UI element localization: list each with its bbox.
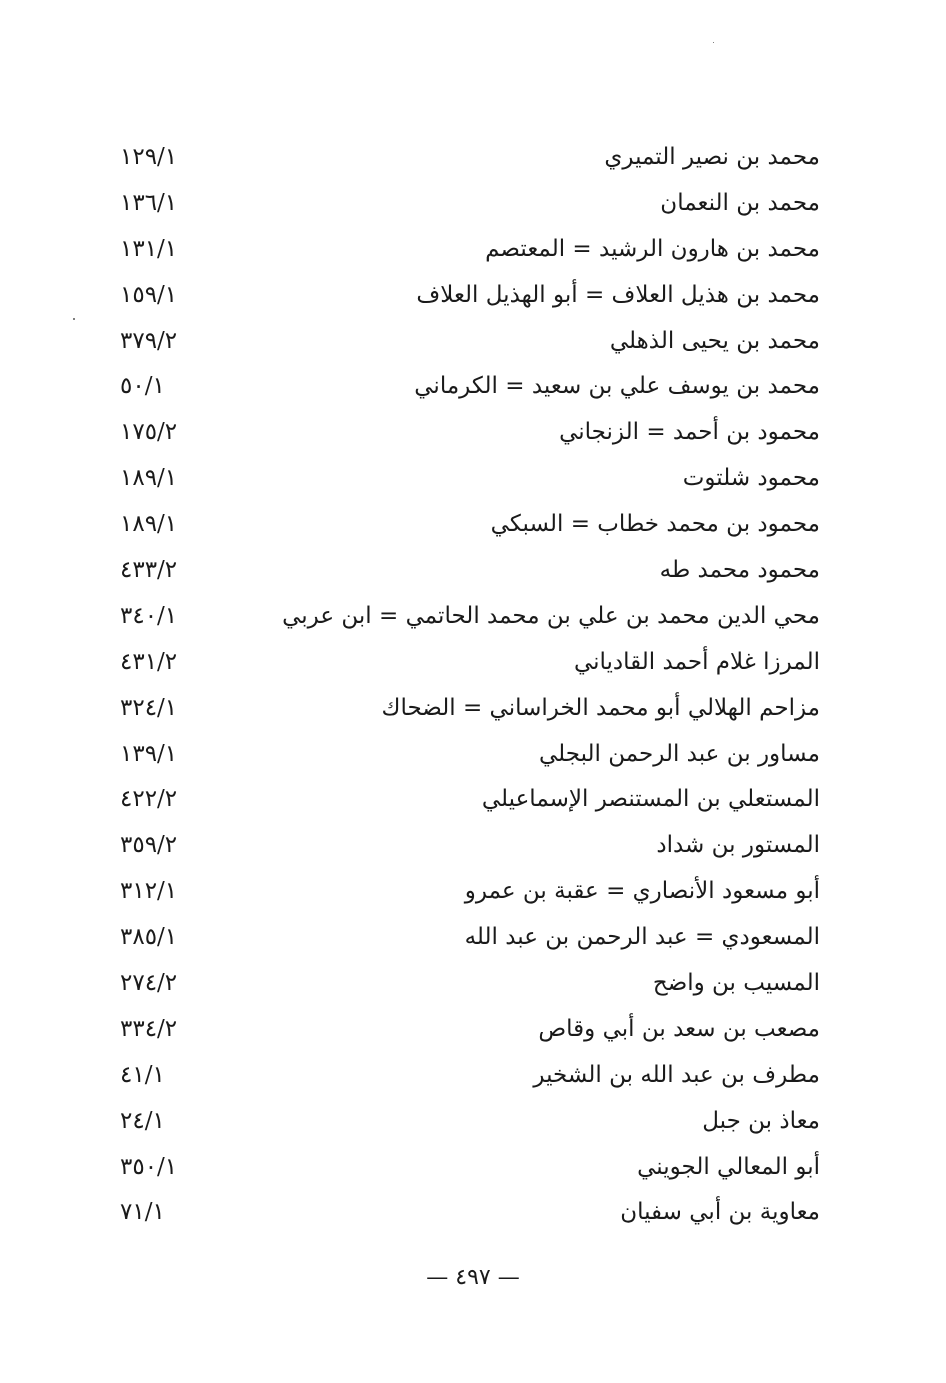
- entry-page-reference: ١٧٥/٢: [120, 419, 178, 446]
- entry-name: محي الدين محمد بن علي بن محمد الحاتمي = ابن عربي: [282, 602, 820, 629]
- entry-name: محمود شلتوت: [682, 465, 820, 492]
- index-entry: [120, 318, 820, 364]
- entry-page-reference: ٣٥٠/١: [120, 1153, 178, 1180]
- index-entry: [120, 180, 820, 226]
- entry-page-reference: ١٢٩/١: [120, 144, 178, 170]
- entry-page-reference: ٣٨٥/١: [120, 924, 178, 951]
- entry-page-reference: ٣٧٩/٢: [120, 327, 178, 354]
- page-number: — ٤٩٧ —: [426, 1265, 520, 1290]
- index-entry: [120, 134, 820, 180]
- entry-name: محمد بن يوسف علي بن سعيد = الكرماني: [414, 373, 820, 400]
- index-entry: [120, 1052, 820, 1098]
- index-entry: [120, 272, 820, 318]
- entry-page-reference: ١٥٩/١: [120, 281, 178, 308]
- entry-page-reference: ١٨٩/١: [120, 511, 178, 538]
- index-entry: [120, 868, 820, 914]
- entry-name: مطرف بن عبد الله بن الشخير: [533, 1061, 820, 1088]
- entry-name: محمود بن محمد خطاب = السبكي: [490, 511, 820, 538]
- entry-page-reference: ٣٣٤/٢: [120, 1015, 178, 1042]
- entry-page-reference: ٣٥٩/٢: [120, 832, 178, 859]
- entry-name: مصعب بن سعد بن أبي وقاص: [538, 1015, 820, 1042]
- index-entry: [120, 822, 820, 868]
- entry-name: المسعودي = عبد الرحمن بن عبد الله: [464, 924, 820, 951]
- entry-name: المسيب بن واضح: [652, 970, 820, 997]
- entry-name: المستعلي بن المستنصر الإسماعيلي: [481, 786, 820, 813]
- index-entry: [120, 685, 820, 731]
- entry-name: المرزا غلام أحمد القادياني: [573, 648, 820, 675]
- entry-name: معاوية بن أبي سفيان: [620, 1199, 820, 1226]
- entry-name: محمد بن يحيى الذهلي: [609, 327, 820, 354]
- entry-page-reference: ١٣٩/١: [120, 740, 178, 767]
- entry-page-reference: ٤١/١: [120, 1061, 165, 1088]
- index-entry: [120, 731, 820, 777]
- entry-page-reference: ٢٤/١: [120, 1107, 165, 1134]
- index-entry: [120, 363, 820, 409]
- index-entry: [120, 501, 820, 547]
- entry-page-reference: ٤٢٢/٢: [120, 786, 178, 813]
- index-entry: [120, 455, 820, 501]
- entry-page-reference: ١٣١/١: [120, 235, 178, 262]
- index-entry: [120, 547, 820, 593]
- entry-page-reference: ٣٢٤/١: [120, 694, 178, 721]
- entry-name: محمود بن أحمد = الزنجاني: [559, 419, 820, 446]
- entry-name: محمد بن النعمان: [660, 189, 820, 216]
- entry-name: أبو مسعود الأنصاري = عقبة بن عمرو: [464, 878, 820, 905]
- entry-page-reference: ٣٤٠/١: [120, 602, 178, 629]
- entry-name: مزاحم الهلالي أبو محمد الخراساني = الضحاك: [381, 694, 820, 721]
- index-entry: [120, 776, 820, 822]
- index-entry: [120, 1006, 820, 1052]
- entry-name: محمد بن هذيل العلاف = أبو الهذيل العلاف: [416, 281, 820, 308]
- index-entry: [120, 1189, 820, 1235]
- entry-name: أبو المعالي الجويني: [637, 1153, 820, 1180]
- index-entry: [120, 639, 820, 685]
- entry-page-reference: ٤٣٣/٢: [120, 557, 178, 584]
- index-entry: [120, 593, 820, 639]
- index-entry: [120, 409, 820, 455]
- entry-name: مساور بن عبد الرحمن البجلي: [538, 740, 820, 767]
- entry-page-reference: ٥٠/١: [120, 373, 165, 400]
- index-entry: [120, 226, 820, 272]
- entry-page-reference: ٢٧٤/٢: [120, 970, 178, 997]
- entry-page-reference: ٤٣١/٢: [120, 648, 178, 675]
- entry-name: محمد بن نصير التميري: [604, 144, 820, 170]
- scan-speck: [713, 42, 714, 43]
- entry-page-reference: ٣١٢/١: [120, 878, 178, 905]
- name-index-list: [120, 134, 820, 1235]
- scan-speck: [73, 318, 75, 320]
- entry-page-reference: ١٨٩/١: [120, 465, 178, 492]
- index-entry: [120, 1098, 820, 1144]
- entry-page-reference: ٧١/١: [120, 1199, 165, 1226]
- entry-name: المستور بن شداد: [656, 832, 820, 859]
- index-entry: [120, 1144, 820, 1190]
- entry-name: معاذ بن جبل: [702, 1107, 820, 1134]
- entry-name: محمود محمد طه: [659, 557, 820, 584]
- index-entry: [120, 960, 820, 1006]
- entry-page-reference: ١٣٦/١: [120, 189, 178, 216]
- entry-name: محمد بن هارون الرشيد = المعتصم: [485, 235, 820, 262]
- index-entry: [120, 914, 820, 960]
